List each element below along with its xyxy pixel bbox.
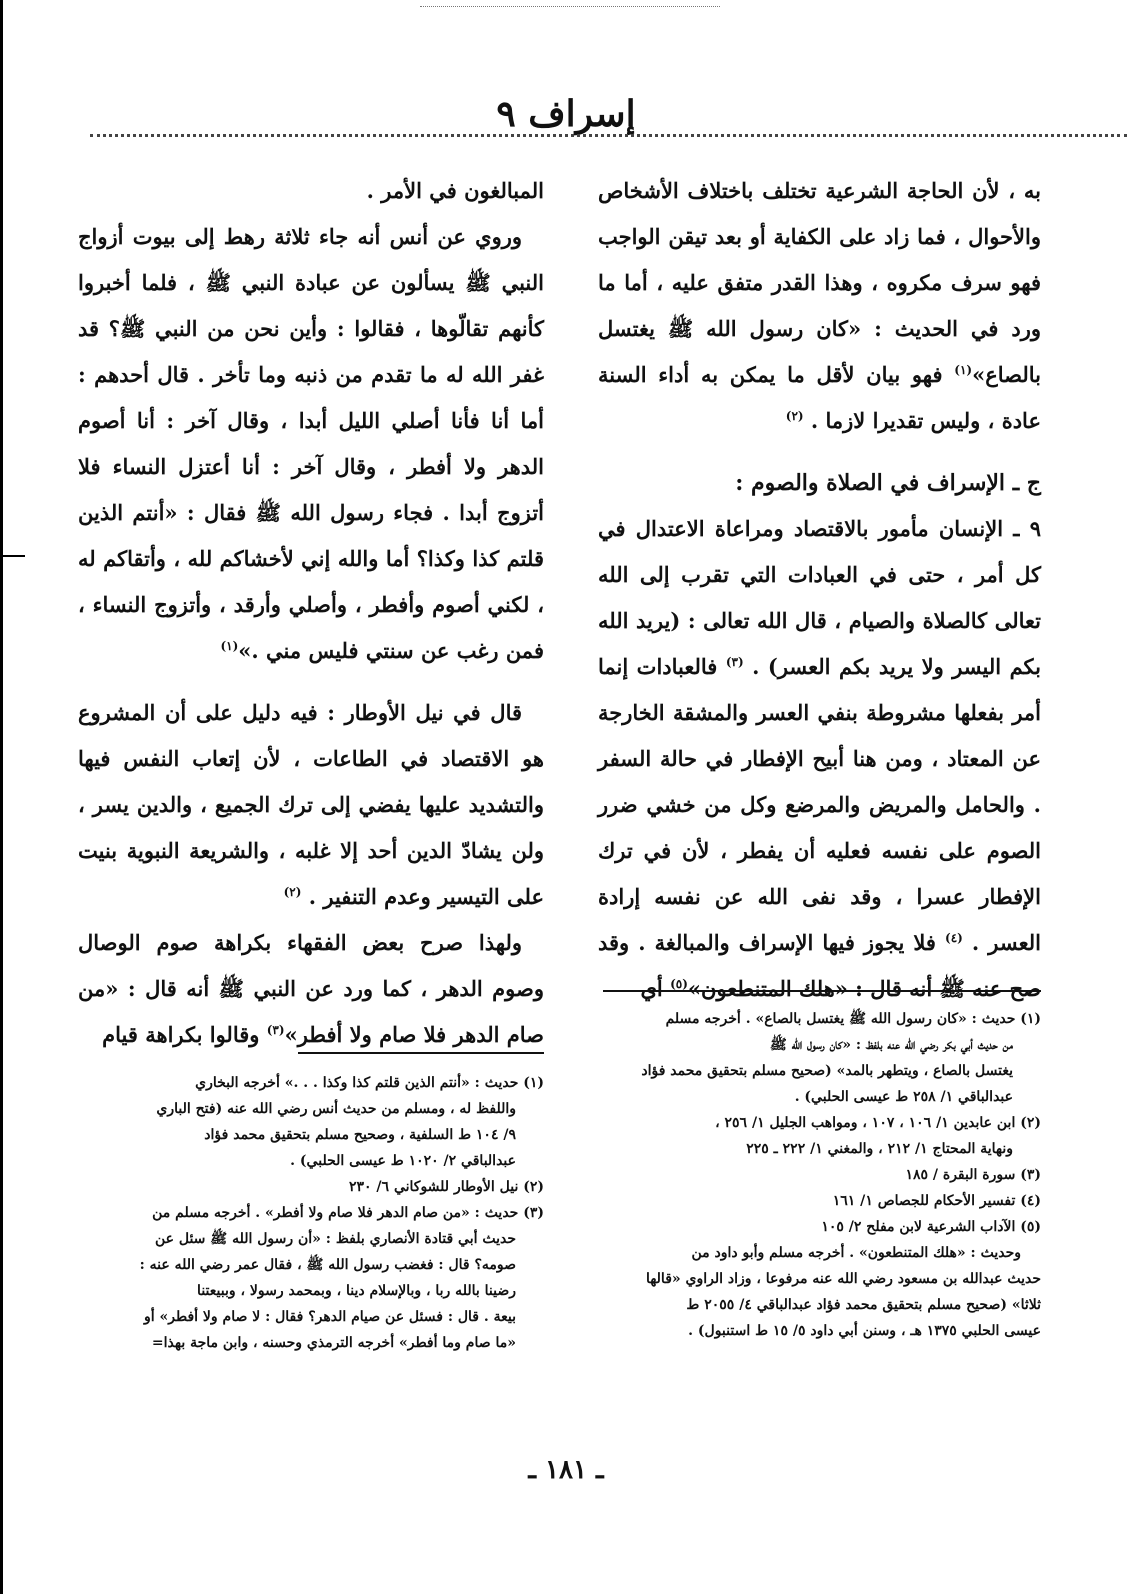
footnote-line: (٣) سورة البقرة / ١٨٥ [905,1167,1041,1183]
footnote-ref: (٣) [266,1023,285,1037]
footnote-line: يغتسل بالصاع ، ويتطهر بالمد» (صحيح مسلم بتحقيق محمد فؤاد [641,1063,1013,1079]
footnote-line: عبدالباقي ١/ ٢٥٨ ط عيسى الحلبي) . [794,1089,1013,1105]
footnote-line: (١) حديث : «أنتم الذين قلتم كذا وكذا . . .» أخرجه البخاري [195,1075,544,1091]
footnote-line: رضينا بالله ربا ، وبالإسلام دينا ، وبمحمد رسولا ، وببيعتنا [197,1283,516,1299]
right-footnotes [598,1006,1041,1344]
left-footnotes [78,1070,544,1356]
footnote-line: (٢) نيل الأوطار للشوكاني ٦/ ٢٣٠ [348,1179,544,1195]
left-column [78,168,544,1058]
footnote-line: حديث أبي قتادة الأنصاري بلفظ : «أن رسول الله ﷺ سئل عن [154,1231,516,1247]
left-paragraph-4: ولهذا صرح بعض الفقهاء بكراهة صوم الوصال وصوم الدهر ، كما ورد عن النبي ﷺ أنه قال : «من صام الدهر فلا صام ولا أفطر»$^{(٣)}$ وقالوا بكراهة قيام [78,930,544,1047]
footnote-line: بيعة . قال : فسئل عن صيام الدهر؟ فقال : لا صام ولا أفطر» أو [143,1309,516,1325]
left-paragraph-3: قال في نيل الأوطار : فيه دليل على أن المشروع هو الاقتصاد في الطاعات ، لأن إتعاب النفس فيها والتشديد عليها يفضي إلى ترك الجميع ، والدين يسر ، ولن يشادّ الدين أحد إلا غلبه ، والشريعة النبوية بنيت على التيسير وعدم التنفير . $^{(٢)}$ [78,700,544,909]
footnote-line: (٣) حديث : «من صام الدهر فلا صام ولا أفطر» . أخرجه مسلم من [152,1205,544,1221]
footnote-line: ٩/ ١٠٤ ط السلفية ، وصحيح مسلم بتحقيق محمد فؤاد [204,1127,516,1143]
right-paragraph-1: به ، لأن الحاجة الشرعية تختلف باختلاف الأشخاص والأحوال ، فما زاد على الكفاية أو بعد تيقن الواجب فهو سرف مكروه ، وهذا القدر متفق عليه ، أما ما ورد في الحديث : «كان رسول الله ﷺ يغتسل بالصاع»$^{(١)}$ فهو بيان لأقل ما يمكن به أداء السنة عادة ، وليس تقديرا لازما . $^{(٢)}$ [598,178,1041,433]
footnote-line: (٥) الآداب الشرعية لابن مفلح ٢/ ١٠٥ [821,1219,1041,1235]
footnote-line: عيسى الحلبي ١٣٧٥ هـ ، وسنن أبي داود ٥/ ١٥ ط استنبول) . [688,1323,1041,1339]
footnote-line: حديث عبدالله بن مسعود رضي الله عنه مرفوعا ، وزاد الراوي «قالها [645,1271,1041,1287]
footnote-ref: (١) [220,639,239,653]
footnote-line: ونهاية المحتاج ١/ ٢١٢ ، والمغني ١/ ٢٢٢ ـ ٢٢٥ [746,1141,1013,1157]
left-paragraph-1: المبالغون في الأمر . [366,178,544,203]
footnote-line: من حديث أبي بكر رضي الله عنه بلفظ : «كان رسول الله ﷺ [769,1037,1013,1053]
section-heading: ج ـ الإسراف في الصلاة والصوم : [735,470,1041,496]
footnote-line: ثلاثا» (صحيح مسلم بتحقيق محمد فؤاد عبدالباقي ٤/ ٢٠٥٥ ط [686,1297,1041,1313]
footnote-ref: (٤) [945,931,963,945]
right-paragraph-section9: ٩ ـ الإنسان مأمور بالاقتصاد ومراعاة الاعتدال في كل أمر ، حتى في العبادات التي تقرب إلى الله تعالى كالصلاة والصيام ، قال الله تعالى : (يريد الله بكم اليسر ولا يريد بكم العسر) . $^{(٣)}$ فالعبادات إنما أمر بفعلها مشروطة بنفي العسر والمشقة الخارجة عن المعتاد ، ومن هنا أبيح الإفطار في حالة السفر . والحامل والمريض والمرضع وكل من خشي ضرر الصوم على نفسه فعليه أن يفطر ، لأن في ترك الإفطار عسرا ، وقد نفى الله عن نفسه إرادة العسر . $^{(٤)}$ فلا يجوز فيها الإسراف والمبالغة . وقد صح عنه ﷺ أنه قال : «هلك المتنطعون»$^{(٥)}$ أي [598,516,1041,1001]
footnote-line: «ما صام وما أفطر» أخرجه الترمذي وحسنه ، وابن ماجة بهذا= [151,1335,516,1351]
footnote-ref: (٢) [283,885,302,899]
left-paragraph-2: وروي عن أنس أنه جاء ثلاثة رهط إلى بيوت أزواج النبي ﷺ يسألون عن عبادة النبي ﷺ ، فلما أخبروا كأنهم تقالّوها ، فقالوا : وأين نحن من النبي ﷺ؟ قد غفر الله له ما تقدم من ذنبه وما تأخر . قال أحدهم : أما أنا فأنا أصلي الليل أبدا ، وقال آخر : أنا أصوم الدهر ولا أفطر ، وقال آخر : أنا أعتزل النساء فلا أتزوج أبدا . فجاء رسول الله ﷺ فقال : «أنتم الذين قلتم كذا وكذا؟ أما والله إني لأخشاكم لله ، وأتقاكم له ، لكني أصوم وأفطر ، وأصلي وأرقد ، وأتزوج النساء ، فمن رغب عن سنتي فليس مني .»$^{(١)}$ [78,224,544,663]
footnote-line: (٤) تفسير الأحكام للجصاص ١/ ١٦١ [832,1193,1041,1209]
right-column [598,168,1041,1012]
footnote-line: واللفظ له ، ومسلم من حديث أنس رضي الله عنه (فتح الباري [156,1101,516,1117]
scan-mark [3,555,25,557]
page-number: ـ ١٨١ ـ [528,1455,604,1485]
scan-edge-line [0,0,3,1594]
footnote-ref: (١) [954,363,973,377]
footnote-ref: (٢) [785,409,804,423]
footnote-ref: (٣) [725,655,744,669]
footnote-ref: (٥) [670,977,688,991]
footnote-separator-left [298,1052,544,1054]
top-scan-mark [420,0,720,7]
page-header-title: إسراف ٩ [496,93,636,135]
footnote-separator-right [603,990,1041,992]
footnote-line: عبدالباقي ٢/ ١٠٢٠ ط عيسى الحلبي) . [290,1153,516,1169]
footnote-line: وحديث : «هلك المتنطعون» . أخرجه مسلم وأبو داود من [691,1245,1021,1261]
footnote-line: صومه؟ قال : فغضب رسول الله ﷺ ، فقال عمر رضي الله عنه : [139,1257,516,1273]
header-dotted-rule [90,134,1127,137]
footnote-line: (٢) ابن عابدين ١/ ١٠٦ ، ١٠٧ ، ومواهب الجليل ١/ ٢٥٦ ، [715,1115,1041,1131]
footnote-line: (١) حديث : «كان رسول الله ﷺ يغتسل بالصاع» . أخرجه مسلم [665,1011,1041,1027]
